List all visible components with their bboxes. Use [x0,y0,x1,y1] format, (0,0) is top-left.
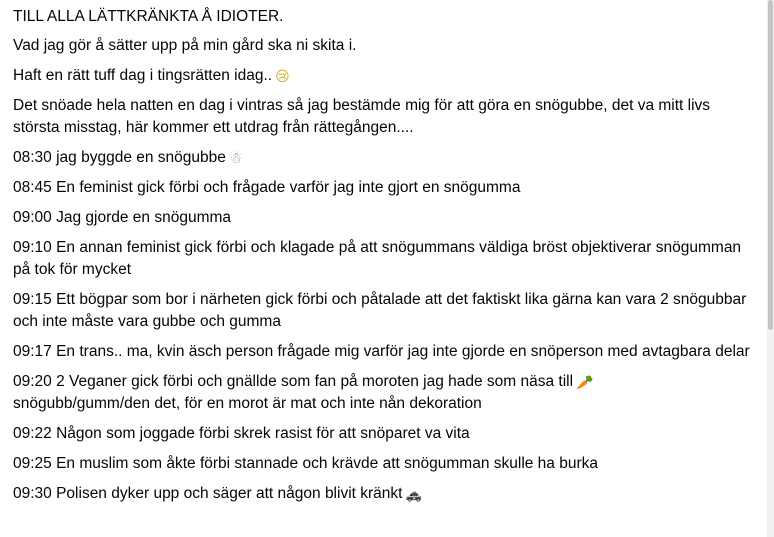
post-intro: Vad jag gör å sätter upp på min gård ska ni skita i. [13,37,357,54]
carrot-icon: 🥕 [576,375,594,391]
snowman-icon: ☃ [228,149,243,167]
timeline-text: 08:30 jag byggde en snögubbe [13,149,226,166]
timeline-text-continued: snögubb/gumm/den det, för en morot är mat och inte nån dekoration [13,395,482,412]
timeline-entry-0845: 08:45 En feminist gick förbi och frågade varför jag inte gjort en snögumma [13,179,521,196]
timeline-entry-0922: 09:22 Någon som joggade förbi skrek rasist för att snöparet va vita [13,425,470,442]
crying-face-icon: 😢 [275,69,290,85]
timeline-entry-0930 [13,483,760,505]
timeline-entry-0900: 09:00 Jag gjorde en snögumma [13,209,232,226]
post-story: Det snöade hela natten en dag i vintras så jag bestämde mig för att göra en snögubbe, det va mitt livs största misstag, här kommer ett utdrag från rättegången.... [13,97,711,136]
post-tough-day [13,65,760,87]
timeline-text: 09:20 2 Veganer gick förbi och gnällde som fan på moroten jag hade som näsa till [13,373,574,390]
timeline-text: 09:30 Polisen dyker upp och säger att någon blivit kränkt [13,485,403,502]
scrollbar[interactable] [767,0,774,537]
timeline-entry-0920 [13,371,760,415]
scrollbar-thumb[interactable] [768,0,773,330]
timeline-entry-0925: 09:25 En muslim som åkte förbi stannade och krävde att snögumman skulle ha burka [13,455,599,472]
police-car-icon: 🚓 [405,488,422,503]
timeline-entry-0917: 09:17 En trans.. ma, kvin äsch person frågade mig varför jag inte gjorde en snöperson med avtagbara delar [13,343,750,360]
timeline-entry-0915: 09:15 Ett bögpar som bor i närheten gick förbi och påtalade att det faktiskt lika gärna kan vara 2 snögubbar och inte måste vara gubbe och gumma [13,291,747,330]
post-heading: TILL ALLA LÄTTKRÄNKTA Å IDIOTER. [13,8,284,25]
timeline-entry-0910: 09:10 En annan feminist gick förbi och klagade på att snögummans väldiga bröst objektiverar snögumman på tok för mycket [13,239,742,278]
timeline-entry-0830 [13,147,760,169]
tough-day-text: Haft en rätt tuff dag i tingsrätten idag.. [13,67,273,84]
